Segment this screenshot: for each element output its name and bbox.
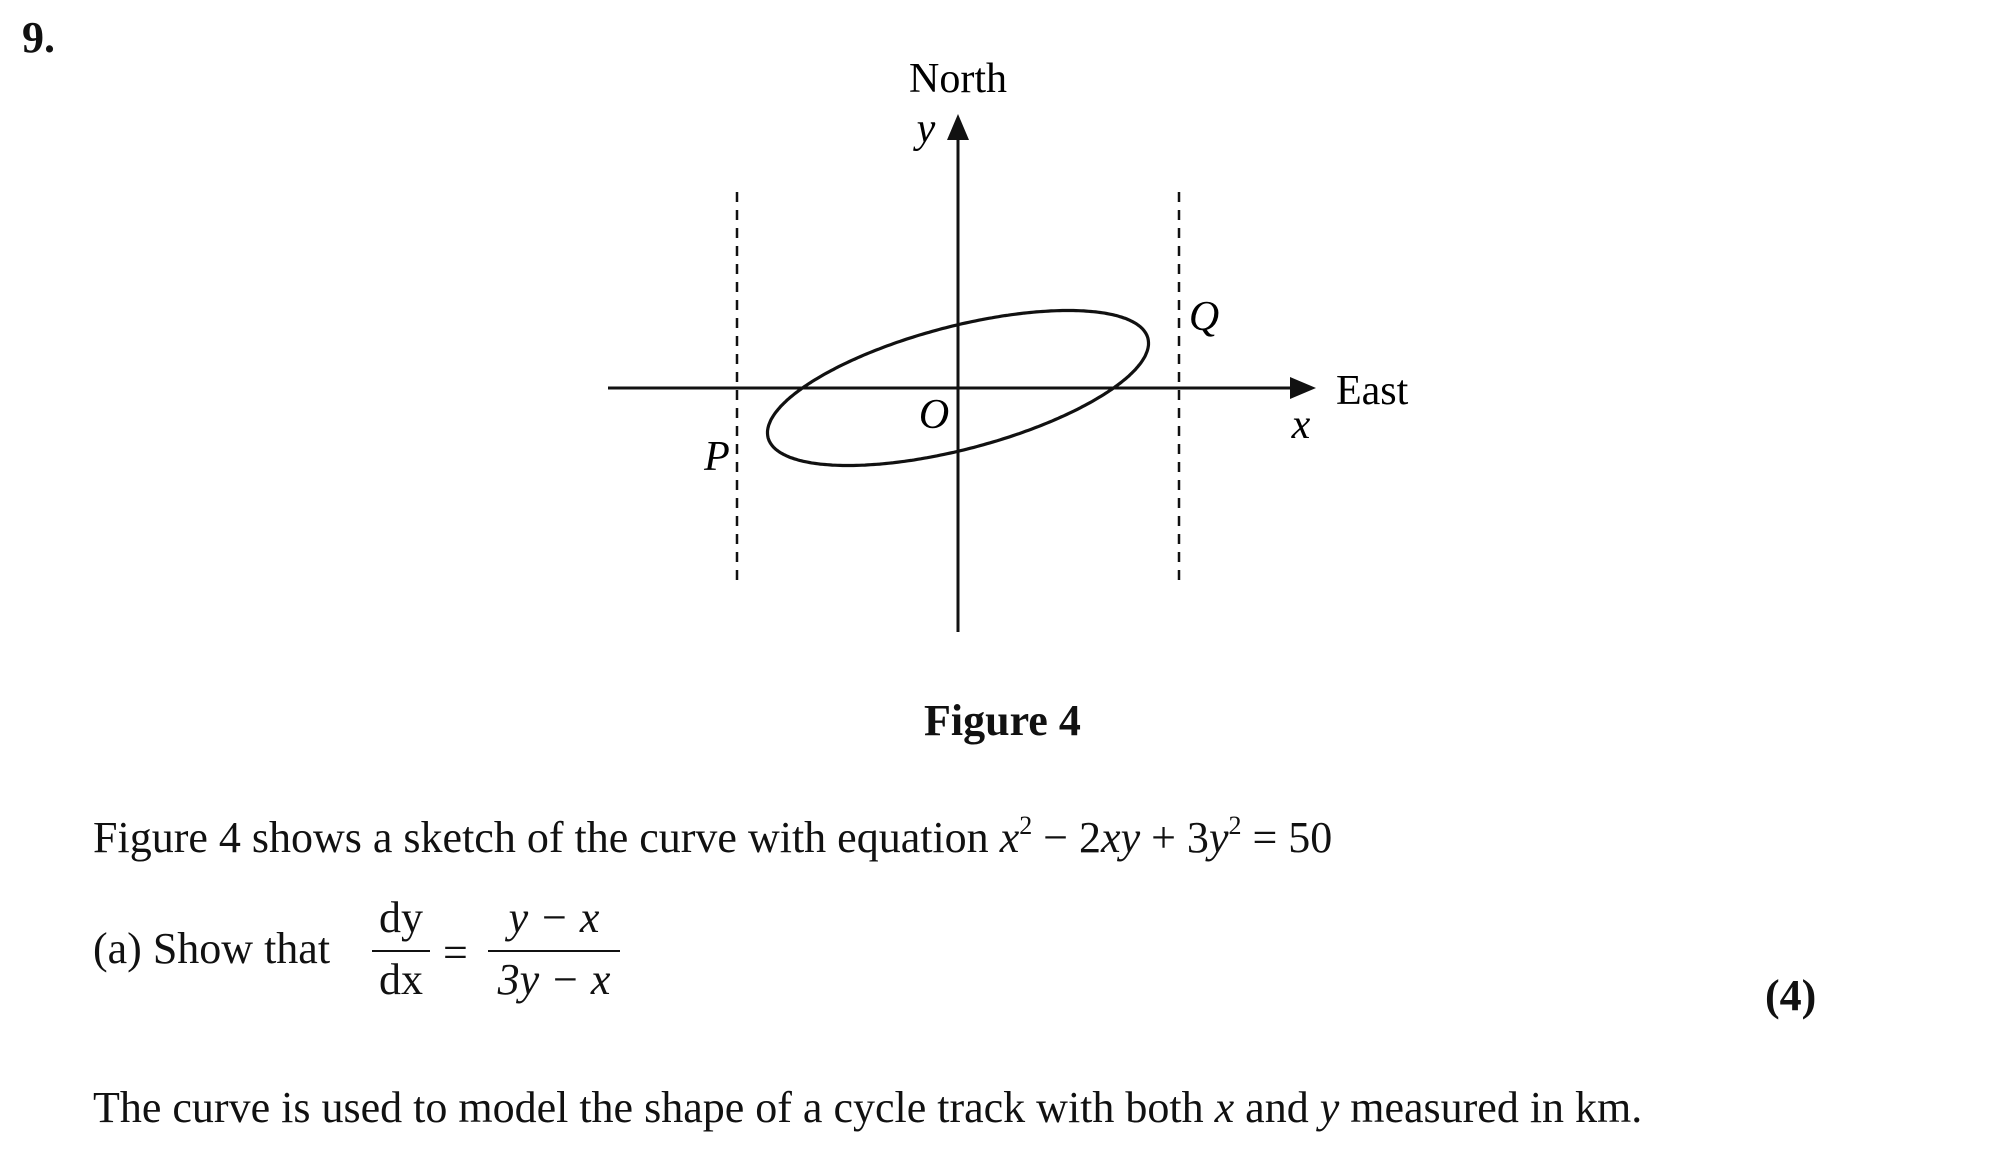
lhs-fraction-bar	[372, 950, 430, 952]
closing-text-start: The curve is used to model the shape of a cycle track with both	[93, 1083, 1215, 1132]
eq-y: y	[1208, 813, 1229, 862]
east-label: East	[1336, 368, 1409, 414]
origin-label: O	[918, 392, 950, 438]
question-number: 9.	[22, 13, 55, 62]
y-axis-label: y	[916, 106, 936, 152]
part-a-label: (a) Show that	[93, 924, 331, 973]
north-label: North	[909, 56, 1007, 102]
rhs-numerator: y − x	[508, 893, 600, 942]
x-axis-arrowhead	[1290, 377, 1316, 399]
eq-y-power: 2	[1228, 811, 1242, 840]
closing-text-end: measured in km.	[1339, 1083, 1643, 1132]
eq-minus: − 2	[1032, 813, 1102, 862]
eq-xy: xy	[1101, 813, 1141, 862]
closing-x-var: x	[1214, 1083, 1235, 1132]
point-p-label: P	[704, 434, 730, 480]
eq-plus: + 3	[1140, 813, 1209, 862]
intro-paragraph	[93, 812, 1332, 863]
y-axis-arrowhead	[947, 114, 969, 140]
fraction-equals: =	[443, 928, 468, 977]
rhs-fraction	[488, 892, 620, 1012]
lhs-numerator: dy	[379, 893, 423, 942]
eq-equals: = 50	[1241, 813, 1333, 862]
intro-text: Figure 4 shows a sketch of the curve with equation	[93, 813, 1000, 862]
closing-y-var: y	[1319, 1083, 1340, 1132]
x-axis-label: x	[1291, 402, 1311, 448]
lhs-denominator: dx	[379, 955, 423, 1004]
rhs-denominator: 3y − x	[497, 955, 611, 1004]
closing-text-middle: and	[1234, 1083, 1320, 1132]
lhs-fraction	[372, 892, 430, 1012]
eq-x-power: 2	[1019, 811, 1033, 840]
closing-paragraph	[93, 1082, 1642, 1133]
point-q-label: Q	[1188, 294, 1220, 340]
figure-caption: Figure 4	[924, 696, 1081, 745]
eq-x: x	[999, 813, 1020, 862]
rhs-fraction-bar	[488, 950, 620, 952]
marks-label: (4)	[1765, 971, 1817, 1020]
